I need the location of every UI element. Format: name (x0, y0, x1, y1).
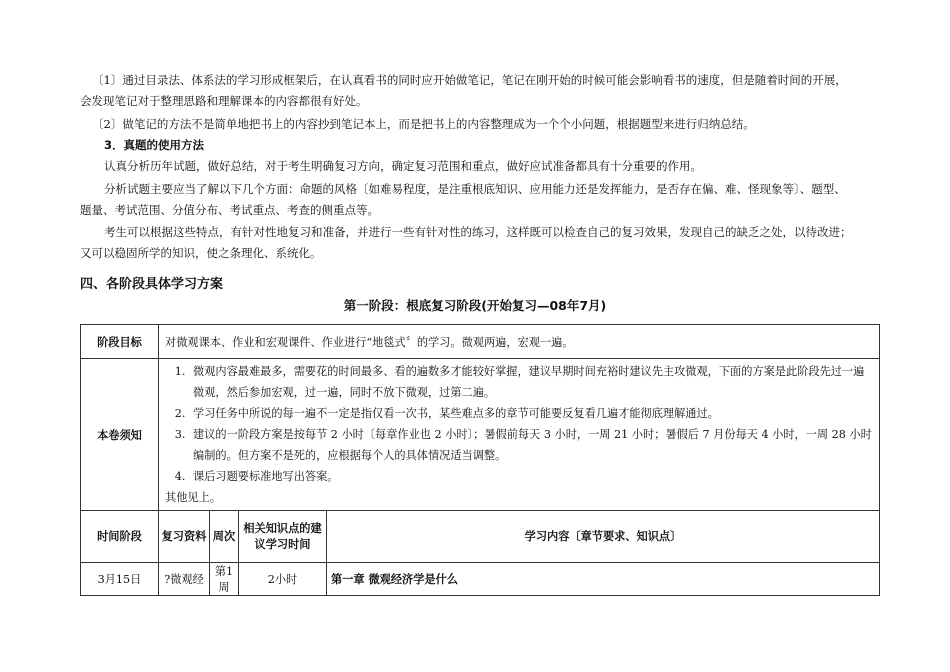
paragraph-line: 又可以稳固所学的知识，使之条理化、系统化。 (80, 246, 322, 260)
row-week: 第1周 (210, 563, 239, 596)
paragraph-line: 考生可以根据这些特点，有针对性地复习和准备，并进行一些有针对性的练习，这样既可以检查自己的复习效果，发现自己的缺乏之处，以待改进； (104, 225, 852, 239)
notes-item: 4. 课后习题要标准地写出答案。 (189, 466, 873, 487)
notes-item: 1. 微观内容最难最多，需要花的时间最多、看的遍数多才能较好掌握，建议早期时间充裕时建议先主攻微观，下面的方案是此阶段先过一遍微观，然后参加宏观，过一遍，同时不放下微观，过第二遍。 (189, 361, 873, 403)
paragraph-line: 认真分析历年试题，做好总结，对于考生明确复习方向，确定复习范围和重点，做好应试准备都具有十分重要的作用。 (104, 159, 702, 173)
paragraph-targeted-review-cont (80, 243, 880, 264)
header-review-material: 复习资料 (159, 511, 210, 563)
header-content: 学习内容〔章节要求、知识点〕 (327, 511, 880, 563)
subheading-exam-method (80, 135, 880, 156)
paragraph-analysis (80, 156, 880, 177)
paragraph-exam-aspects (80, 179, 880, 200)
row-material: ?微观经 (159, 563, 210, 596)
row-content: 第一章 微观经济学是什么 (327, 563, 880, 596)
goal-row (81, 325, 880, 359)
table-header-row (81, 511, 880, 563)
header-time-stage: 时间阶段 (81, 511, 159, 563)
goal-text: 对微观课本、作业和宏观课件、作业进行“地毯式〞的学习。微观两遍，宏观一遍。 (159, 325, 880, 359)
paragraph-note-taking-1 (80, 70, 880, 91)
notes-item: 3. 建议的一阶段方案是按每节 2 小时〔每章作业也 2 小时〕；暑假前每天 3 小时，一周 21 小时；暑假后 7 月份每天 4 小时，一周 28 小时编制的。但方案不是死的，应根据每个人的具体情况适当调整。 (189, 424, 873, 466)
goal-label: 阶段目标 (81, 325, 159, 359)
notes-label: 本卷须知 (81, 359, 159, 511)
paragraph-note-taking-1-cont (80, 91, 880, 112)
paragraph-exam-aspects-cont (80, 200, 880, 221)
paragraph-note-taking-2 (80, 114, 880, 135)
row-hours: 2小时 (239, 563, 327, 596)
notes-cell (159, 359, 880, 511)
paragraph-line: 题量、考试范围、分值分布、考试重点、考查的侧重点等。 (80, 203, 379, 217)
stage-heading: 第一阶段：根底复习阶段(开始复习—08年7月) (343, 298, 607, 313)
notes-tail: 其他见上。 (165, 491, 221, 504)
subheading-text: 3．真题的使用方法 (104, 138, 205, 152)
paragraph-line: 〔1〕通过目录法、体系法的学习形成框架后，在认真看书的同时应开始做笔记，笔记在刚开始的时候可能会影响看书的速度，但是随着时间的开展， (92, 73, 847, 87)
section-heading: 四、各阶段具体学习方案 (80, 277, 224, 292)
table-row (81, 563, 880, 596)
notes-list (165, 361, 873, 487)
row-date: 3月15日 (81, 563, 159, 596)
paragraph-line: 会发现笔记对于整理思路和理解课本的内容都很有好处。 (80, 94, 368, 108)
header-week: 周次 (210, 511, 239, 563)
paragraph-line: 〔2〕做笔记的方法不是简单地把书上的内容抄到笔记本上，而是把书上的内容整理成为一个个小问题，根据题型来进行归纳总结。 (92, 117, 755, 131)
paragraph-targeted-review (80, 222, 880, 243)
notes-item: 2. 学习任务中所说的每一遍不一定是指仅看一次书，某些难点多的章节可能要反复看几遍才能彻底理解通过。 (189, 403, 873, 424)
header-suggested-time: 相关知识点的建议学习时间 (239, 511, 327, 563)
notes-row (81, 359, 880, 511)
paragraph-line: 分析试题主要应当了解以下几个方面：命题的风格〔如难易程度，是注重根底知识、应用能力还是发挥能力，是否存在偏、难、怪现象等〕、题型、 (104, 182, 846, 196)
study-plan-table (80, 324, 880, 596)
